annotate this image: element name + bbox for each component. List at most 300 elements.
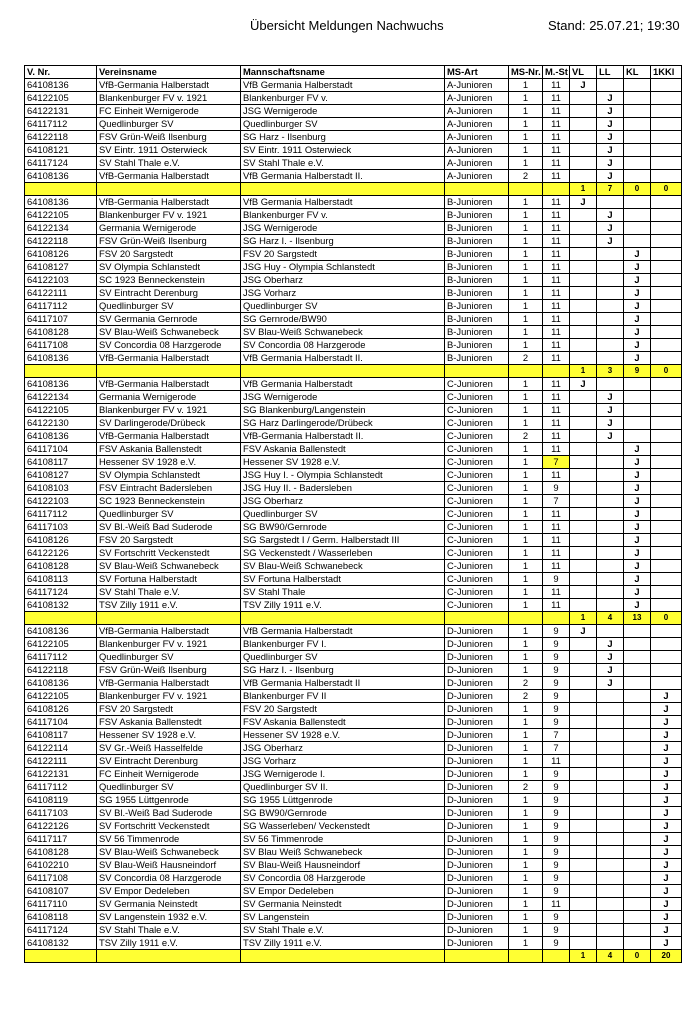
cell-ms-art: D-Junioren [445, 898, 509, 911]
cell-kl [624, 196, 651, 209]
cell-verein-nr: 64108107 [25, 885, 97, 898]
cell-kl [624, 651, 651, 664]
cell-mannschaftsname: TSV Zilly 1911 e.V. [241, 599, 445, 612]
total-ll: 4 [597, 950, 624, 963]
table-row [25, 664, 682, 677]
table-row [25, 807, 682, 820]
cell-mannschaftsname: SG BW90/Gernrode [241, 807, 445, 820]
cell-verein-nr: 64117108 [25, 872, 97, 885]
cell-mannschaftsname: JSG Wernigerode I. [241, 768, 445, 781]
totals-spacer-cell [543, 950, 570, 963]
cell-vereinsname: Quedlinburger SV [97, 781, 241, 794]
cell-ll [597, 547, 624, 560]
cell-kl [624, 729, 651, 742]
cell-verein-nr: 64122118 [25, 235, 97, 248]
cell-ms-art: D-Junioren [445, 690, 509, 703]
cell-ms-nr: 1 [509, 651, 543, 664]
cell-ll: J [597, 144, 624, 157]
table-row [25, 131, 682, 144]
cell-ll: J [597, 170, 624, 183]
cell-mannschaftsname: JSG Vorharz [241, 287, 445, 300]
cell-ll [597, 729, 624, 742]
cell-ms-nr: 1 [509, 196, 543, 209]
cell-ll [597, 690, 624, 703]
cell-mannschaftsname: JSG Oberharz [241, 495, 445, 508]
cell-ms-art: C-Junioren [445, 508, 509, 521]
cell-ms-art: B-Junioren [445, 326, 509, 339]
cell-vereinsname: FSV Grün-Weiß Ilsenburg [97, 664, 241, 677]
cell-m-st: 11 [543, 534, 570, 547]
totals-spacer-cell [509, 365, 543, 378]
cell-m-st: 11 [543, 300, 570, 313]
cell-verein-nr: 64117112 [25, 118, 97, 131]
cell-vereinsname: SV Eintr. 1911 Osterwieck [97, 144, 241, 157]
cell-vereinsname: Quedlinburger SV [97, 118, 241, 131]
cell-kl: J [624, 599, 651, 612]
cell-kl [624, 79, 651, 92]
cell-mannschaftsname: SG Harz I. - Ilsenburg [241, 235, 445, 248]
cell-vereinsname: SV Eintracht Derenburg [97, 755, 241, 768]
table-row [25, 456, 682, 469]
cell-kl: J [624, 443, 651, 456]
cell-1kkl: J [651, 703, 682, 716]
cell-m-st: 11 [543, 287, 570, 300]
cell-verein-nr: 64117117 [25, 833, 97, 846]
cell-ll [597, 885, 624, 898]
cell-1kkl [651, 586, 682, 599]
cell-1kkl [651, 274, 682, 287]
page-title: Übersicht Meldungen Nachwuchs [250, 18, 444, 33]
cell-kl [624, 768, 651, 781]
cell-vl [570, 456, 597, 469]
table-header-row [25, 66, 682, 79]
cell-vl [570, 261, 597, 274]
cell-ms-art: B-Junioren [445, 248, 509, 261]
cell-ms-art: D-Junioren [445, 807, 509, 820]
cell-kl [624, 92, 651, 105]
cell-ll [597, 820, 624, 833]
cell-ms-art: C-Junioren [445, 573, 509, 586]
cell-m-st: 11 [543, 196, 570, 209]
table-row [25, 508, 682, 521]
cell-kl: J [624, 495, 651, 508]
cell-mannschaftsname: VfB Germania Halberstadt [241, 625, 445, 638]
cell-ms-nr: 1 [509, 469, 543, 482]
cell-ms-art: B-Junioren [445, 235, 509, 248]
cell-ms-nr: 1 [509, 716, 543, 729]
cell-1kkl [651, 599, 682, 612]
cell-vl [570, 599, 597, 612]
cell-ms-nr: 1 [509, 846, 543, 859]
cell-ll: J [597, 92, 624, 105]
cell-1kkl [651, 547, 682, 560]
cell-ms-nr: 1 [509, 560, 543, 573]
table-row [25, 729, 682, 742]
cell-ll: J [597, 638, 624, 651]
cell-m-st: 11 [543, 508, 570, 521]
cell-kl [624, 859, 651, 872]
table-row [25, 677, 682, 690]
cell-vl [570, 404, 597, 417]
cell-m-st: 9 [543, 924, 570, 937]
cell-ms-art: C-Junioren [445, 586, 509, 599]
cell-1kkl: J [651, 898, 682, 911]
cell-verein-nr: 64108119 [25, 794, 97, 807]
cell-ms-art: A-Junioren [445, 92, 509, 105]
section-totals-row [25, 365, 682, 378]
column-header-ll: LL [597, 66, 624, 79]
cell-m-st: 11 [543, 391, 570, 404]
table-row [25, 222, 682, 235]
cell-mannschaftsname: VfB Germania Halberstadt II [241, 677, 445, 690]
cell-kl [624, 157, 651, 170]
cell-mannschaftsname: Quedlinburger SV [241, 651, 445, 664]
cell-verein-nr: 64108126 [25, 534, 97, 547]
cell-vl [570, 482, 597, 495]
cell-mannschaftsname: JSG Oberharz [241, 742, 445, 755]
cell-ms-nr: 1 [509, 482, 543, 495]
cell-mannschaftsname: SV Blau-Weiß Schwanebeck [241, 326, 445, 339]
cell-ms-nr: 2 [509, 352, 543, 365]
cell-ms-nr: 1 [509, 755, 543, 768]
cell-kl [624, 820, 651, 833]
cell-vl: J [570, 196, 597, 209]
cell-1kkl: J [651, 885, 682, 898]
table-row [25, 599, 682, 612]
cell-vereinsname: VfB-Germania Halberstadt [97, 79, 241, 92]
cell-ll [597, 937, 624, 950]
cell-ll [597, 261, 624, 274]
cell-ms-art: D-Junioren [445, 924, 509, 937]
total-kl: 9 [624, 365, 651, 378]
cell-1kkl [651, 495, 682, 508]
cell-ms-nr: 2 [509, 781, 543, 794]
cell-m-st: 9 [543, 820, 570, 833]
total-vl: 1 [570, 183, 597, 196]
totals-spacer-cell [445, 950, 509, 963]
registrations-table [24, 65, 682, 963]
cell-mannschaftsname: Quedlinburger SV [241, 508, 445, 521]
cell-ms-nr: 1 [509, 573, 543, 586]
cell-vereinsname: VfB-Germania Halberstadt [97, 625, 241, 638]
cell-verein-nr: 64117112 [25, 781, 97, 794]
cell-ms-nr: 1 [509, 911, 543, 924]
cell-verein-nr: 64108136 [25, 170, 97, 183]
cell-vl [570, 508, 597, 521]
cell-1kkl [651, 404, 682, 417]
cell-ms-nr: 1 [509, 833, 543, 846]
cell-ms-art: A-Junioren [445, 157, 509, 170]
cell-kl [624, 625, 651, 638]
cell-mannschaftsname: JSG Oberharz [241, 274, 445, 287]
cell-mannschaftsname: SV Empor Dedeleben [241, 885, 445, 898]
cell-mannschaftsname: SV Stahl Thale e.V. [241, 157, 445, 170]
cell-m-st: 11 [543, 209, 570, 222]
cell-1kkl: J [651, 807, 682, 820]
totals-spacer-cell [25, 950, 97, 963]
cell-ms-nr: 1 [509, 261, 543, 274]
table-row [25, 820, 682, 833]
total-vl: 1 [570, 950, 597, 963]
cell-vereinsname: Blankenburger FV v. 1921 [97, 209, 241, 222]
cell-kl [624, 430, 651, 443]
cell-vereinsname: SC 1923 Benneckenstein [97, 274, 241, 287]
cell-m-st: 11 [543, 586, 570, 599]
cell-vl [570, 885, 597, 898]
cell-m-st: 11 [543, 248, 570, 261]
cell-vl [570, 573, 597, 586]
cell-ll: J [597, 664, 624, 677]
table-row [25, 716, 682, 729]
cell-ms-art: D-Junioren [445, 742, 509, 755]
cell-vl [570, 768, 597, 781]
cell-ms-art: A-Junioren [445, 118, 509, 131]
cell-mannschaftsname: TSV Zilly 1911 e.V. [241, 937, 445, 950]
table-row [25, 300, 682, 313]
cell-1kkl [651, 300, 682, 313]
table-row [25, 885, 682, 898]
cell-vereinsname: FC Einheit Wernigerode [97, 768, 241, 781]
cell-ms-nr: 1 [509, 807, 543, 820]
section-totals-row [25, 183, 682, 196]
table-row [25, 651, 682, 664]
cell-vereinsname: Hessener SV 1928 e.V. [97, 729, 241, 742]
cell-ms-art: D-Junioren [445, 911, 509, 924]
totals-spacer-cell [543, 365, 570, 378]
cell-vereinsname: SV Gr.-Weiß Hasselfelde [97, 742, 241, 755]
table-row [25, 417, 682, 430]
table-row [25, 690, 682, 703]
cell-ms-nr: 1 [509, 391, 543, 404]
cell-kl: J [624, 560, 651, 573]
cell-ms-nr: 1 [509, 157, 543, 170]
total-kl: 13 [624, 612, 651, 625]
cell-ms-art: D-Junioren [445, 937, 509, 950]
table-row [25, 287, 682, 300]
cell-ms-nr: 1 [509, 144, 543, 157]
cell-mannschaftsname: FSV 20 Sargstedt [241, 703, 445, 716]
cell-1kkl [651, 378, 682, 391]
cell-vereinsname: Quedlinburger SV [97, 508, 241, 521]
table-row [25, 196, 682, 209]
cell-kl [624, 404, 651, 417]
cell-kl: J [624, 508, 651, 521]
cell-vl [570, 300, 597, 313]
cell-ms-nr: 1 [509, 885, 543, 898]
cell-verein-nr: 64122114 [25, 742, 97, 755]
cell-1kkl [651, 391, 682, 404]
cell-1kkl: J [651, 911, 682, 924]
table-row [25, 846, 682, 859]
cell-1kkl [651, 79, 682, 92]
cell-1kkl: J [651, 937, 682, 950]
cell-verein-nr: 64108136 [25, 625, 97, 638]
cell-verein-nr: 64108117 [25, 729, 97, 742]
cell-ms-art: C-Junioren [445, 430, 509, 443]
cell-m-st: 11 [543, 261, 570, 274]
table-row [25, 833, 682, 846]
cell-m-st: 9 [543, 885, 570, 898]
cell-ms-art: B-Junioren [445, 300, 509, 313]
cell-ms-art: C-Junioren [445, 521, 509, 534]
cell-1kkl: J [651, 755, 682, 768]
total-1kkl: 20 [651, 950, 682, 963]
cell-vereinsname: Quedlinburger SV [97, 651, 241, 664]
cell-ll [597, 768, 624, 781]
cell-ll [597, 573, 624, 586]
cell-m-st: 9 [543, 872, 570, 885]
cell-ms-art: C-Junioren [445, 547, 509, 560]
table-row [25, 495, 682, 508]
cell-verein-nr: 64122111 [25, 755, 97, 768]
cell-m-st: 11 [543, 235, 570, 248]
total-1kkl: 0 [651, 612, 682, 625]
cell-ms-art: C-Junioren [445, 404, 509, 417]
cell-vereinsname: SV Concordia 08 Harzgerode [97, 872, 241, 885]
cell-ms-nr: 1 [509, 274, 543, 287]
cell-ms-art: C-Junioren [445, 417, 509, 430]
cell-m-st: 9 [543, 482, 570, 495]
cell-kl [624, 703, 651, 716]
cell-verein-nr: 64122130 [25, 417, 97, 430]
cell-1kkl: J [651, 768, 682, 781]
column-header-ms-art: MS-Art [445, 66, 509, 79]
cell-ll [597, 508, 624, 521]
cell-ll [597, 313, 624, 326]
cell-vereinsname: SV Blau-Weiß Hausneindorf [97, 859, 241, 872]
cell-vl [570, 586, 597, 599]
cell-kl [624, 911, 651, 924]
cell-ll [597, 755, 624, 768]
cell-verein-nr: 64108128 [25, 326, 97, 339]
totals-spacer-cell [241, 612, 445, 625]
cell-ms-nr: 1 [509, 547, 543, 560]
cell-ms-art: C-Junioren [445, 391, 509, 404]
cell-vl [570, 157, 597, 170]
cell-m-st: 11 [543, 898, 570, 911]
cell-mannschaftsname: SV Concordia 08 Harzgerode [241, 339, 445, 352]
cell-vereinsname: VfB-Germania Halberstadt [97, 378, 241, 391]
cell-vl [570, 248, 597, 261]
cell-verein-nr: 64122118 [25, 664, 97, 677]
cell-kl [624, 755, 651, 768]
cell-vereinsname: FSV Grün-Weiß Ilsenburg [97, 131, 241, 144]
cell-ll: J [597, 118, 624, 131]
cell-kl [624, 690, 651, 703]
cell-m-st: 11 [543, 274, 570, 287]
totals-spacer-cell [509, 183, 543, 196]
cell-1kkl [651, 664, 682, 677]
cell-ll [597, 625, 624, 638]
cell-m-st: 11 [543, 170, 570, 183]
cell-ms-nr: 1 [509, 92, 543, 105]
cell-vl [570, 781, 597, 794]
cell-ll [597, 924, 624, 937]
cell-vl [570, 560, 597, 573]
cell-ms-art: C-Junioren [445, 443, 509, 456]
cell-1kkl [651, 326, 682, 339]
cell-ms-art: D-Junioren [445, 768, 509, 781]
cell-1kkl [651, 573, 682, 586]
cell-ll [597, 560, 624, 573]
cell-vereinsname: FSV Grün-Weiß Ilsenburg [97, 235, 241, 248]
cell-mannschaftsname: Hessener SV 1928 e.V. [241, 729, 445, 742]
cell-vl [570, 846, 597, 859]
cell-ll: J [597, 105, 624, 118]
cell-ms-art: A-Junioren [445, 131, 509, 144]
cell-mannschaftsname: SG Harz Darlingerode/Drübeck [241, 417, 445, 430]
cell-verein-nr: 64108118 [25, 911, 97, 924]
cell-vereinsname: Blankenburger FV v. 1921 [97, 404, 241, 417]
cell-verein-nr: 64108136 [25, 79, 97, 92]
cell-1kkl [651, 651, 682, 664]
cell-1kkl [651, 170, 682, 183]
table-row [25, 534, 682, 547]
cell-m-st: 9 [543, 638, 570, 651]
cell-ll [597, 703, 624, 716]
cell-vl [570, 651, 597, 664]
cell-1kkl [651, 534, 682, 547]
cell-1kkl: J [651, 833, 682, 846]
table-row [25, 261, 682, 274]
cell-ll [597, 495, 624, 508]
cell-ms-art: B-Junioren [445, 261, 509, 274]
cell-ms-art: C-Junioren [445, 469, 509, 482]
cell-verein-nr: 64117112 [25, 651, 97, 664]
table-row [25, 586, 682, 599]
cell-m-st: 11 [543, 131, 570, 144]
cell-m-st: 11 [543, 339, 570, 352]
cell-ms-nr: 1 [509, 508, 543, 521]
cell-vereinsname: SV Fortschritt Veckenstedt [97, 820, 241, 833]
cell-verein-nr: 64117112 [25, 508, 97, 521]
cell-verein-nr: 64108132 [25, 937, 97, 950]
cell-vl [570, 833, 597, 846]
column-header-m-st: M.-St [543, 66, 570, 79]
cell-vl [570, 534, 597, 547]
cell-ms-art: C-Junioren [445, 534, 509, 547]
cell-mannschaftsname: SG 1955 Lüttgenrode [241, 794, 445, 807]
cell-mannschaftsname: SV Langenstein [241, 911, 445, 924]
cell-vereinsname: Germania Wernigerode [97, 222, 241, 235]
cell-vereinsname: SV Blau-Weiß Schwanebeck [97, 846, 241, 859]
cell-ms-nr: 1 [509, 209, 543, 222]
cell-ll: J [597, 404, 624, 417]
cell-vereinsname: SC 1923 Benneckenstein [97, 495, 241, 508]
cell-vereinsname: SV Concordia 08 Harzgerode [97, 339, 241, 352]
cell-ms-art: D-Junioren [445, 625, 509, 638]
cell-ms-art: A-Junioren [445, 79, 509, 92]
cell-ll: J [597, 651, 624, 664]
cell-ll [597, 300, 624, 313]
table-row [25, 911, 682, 924]
table-row [25, 326, 682, 339]
cell-vereinsname: Germania Wernigerode [97, 391, 241, 404]
cell-vl [570, 794, 597, 807]
cell-vereinsname: SV Bl.-Weiß Bad Suderode [97, 521, 241, 534]
cell-m-st: 11 [543, 313, 570, 326]
cell-1kkl [651, 456, 682, 469]
cell-kl [624, 898, 651, 911]
cell-ms-nr: 1 [509, 404, 543, 417]
cell-ms-nr: 2 [509, 430, 543, 443]
table-row [25, 703, 682, 716]
cell-ms-art: C-Junioren [445, 456, 509, 469]
cell-mannschaftsname: FSV 20 Sargstedt [241, 248, 445, 261]
cell-m-st: 11 [543, 105, 570, 118]
cell-verein-nr: 64117104 [25, 716, 97, 729]
totals-spacer-cell [97, 950, 241, 963]
